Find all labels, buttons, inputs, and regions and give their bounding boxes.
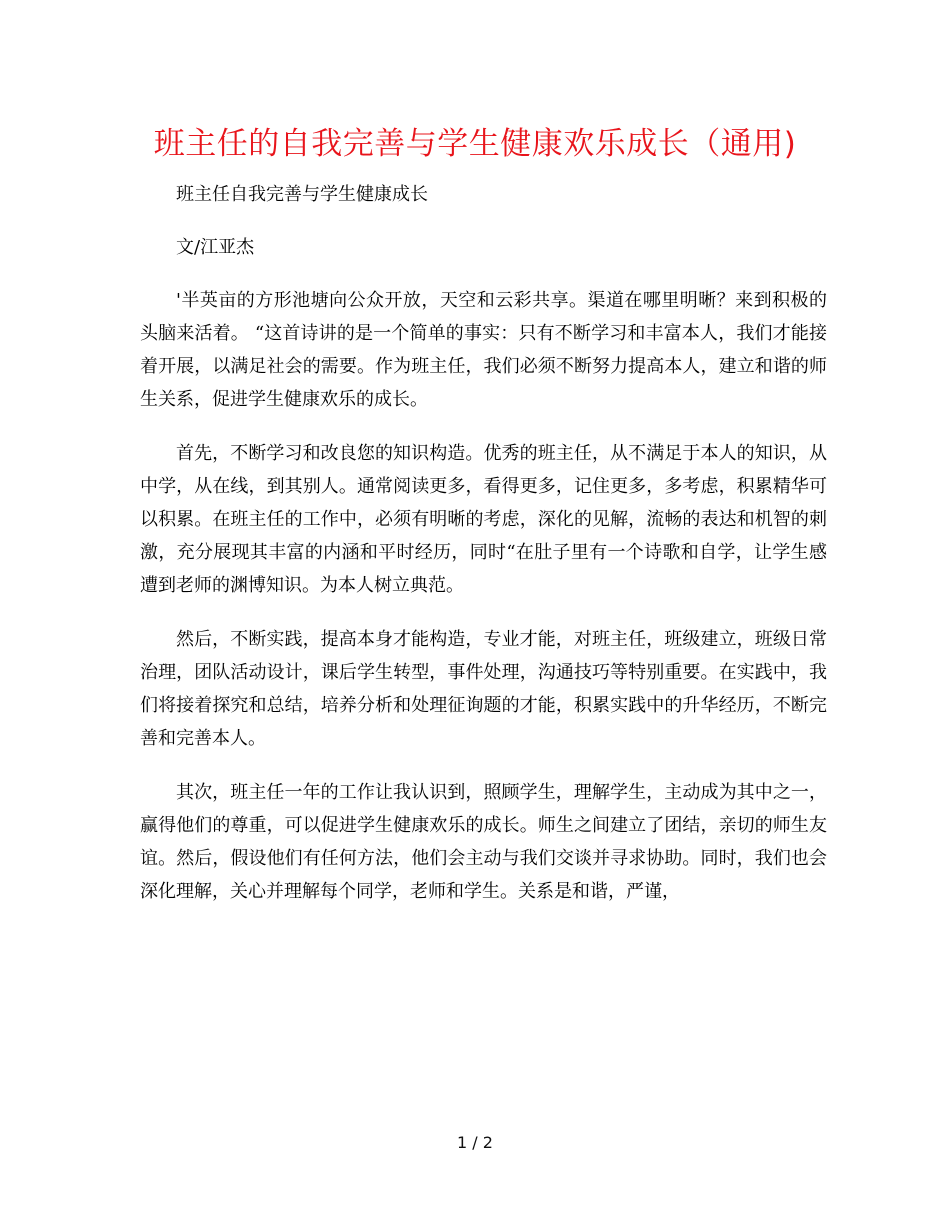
page-number: 1 / 2 (457, 1133, 493, 1152)
document-title: 班主任的自我完善与学生健康欢乐成长（通用) (153, 126, 797, 162)
paragraph-3: 然后，不断实践，提高本身才能构造，专业才能，对班主任，班级建立，班级日常治理，团队活动设计，课后学生转型，事件处理，沟通技巧等特别重要。在实践中，我们将接着探究和总结，培养分析和处理征询题的才能，积累实践中的升华经历，不断完善和完善本人。 (140, 629, 827, 749)
paragraph-1: '半英亩的方形池塘向公众开放，天空和云彩共享。渠道在哪里明晰？来到积极的头脑来活着。 “这首诗讲的是一个简单的事实：只有不断学习和丰富本人，我们才能接着开展，以满足社会的需要。作为班主任，我们必须不断努力提高本人，建立和谐的师生关系，促进学生健康欢乐的成长。 (140, 290, 827, 410)
paragraph-2: 首先，不断学习和改良您的知识构造。优秀的班主任，从不满足于本人的知识，从中学，从在线，到其别人。通常阅读更多，看得更多，记住更多，多考虑，积累精华可以积累。在班主任的工作中，必须有明晰的考虑，深化的见解，流畅的表达和机智的刺激，充分展现其丰富的内涵和平时经历，同时“在肚子里有一个诗歌和自学，让学生感遭到老师的渊博知识。为本人树立典范。 (140, 443, 827, 596)
document-author: 文/江亚杰 (176, 237, 255, 258)
document-subtitle: 班主任自我完善与学生健康成长 (176, 184, 428, 205)
paragraph-4: 其次，班主任一年的工作让我认识到，照顾学生，理解学生，主动成为其中之一，赢得他们的尊重，可以促进学生健康欢乐的成长。师生之间建立了团结，亲切的师生友谊。然后，假设他们有任何方法，他们会主动与我们交谈并寻求协助。同时，我们也会深化理解，关心并理解每个同学，老师和学生。关系是和谐，严谨， (140, 782, 827, 902)
document-body (140, 178, 827, 929)
